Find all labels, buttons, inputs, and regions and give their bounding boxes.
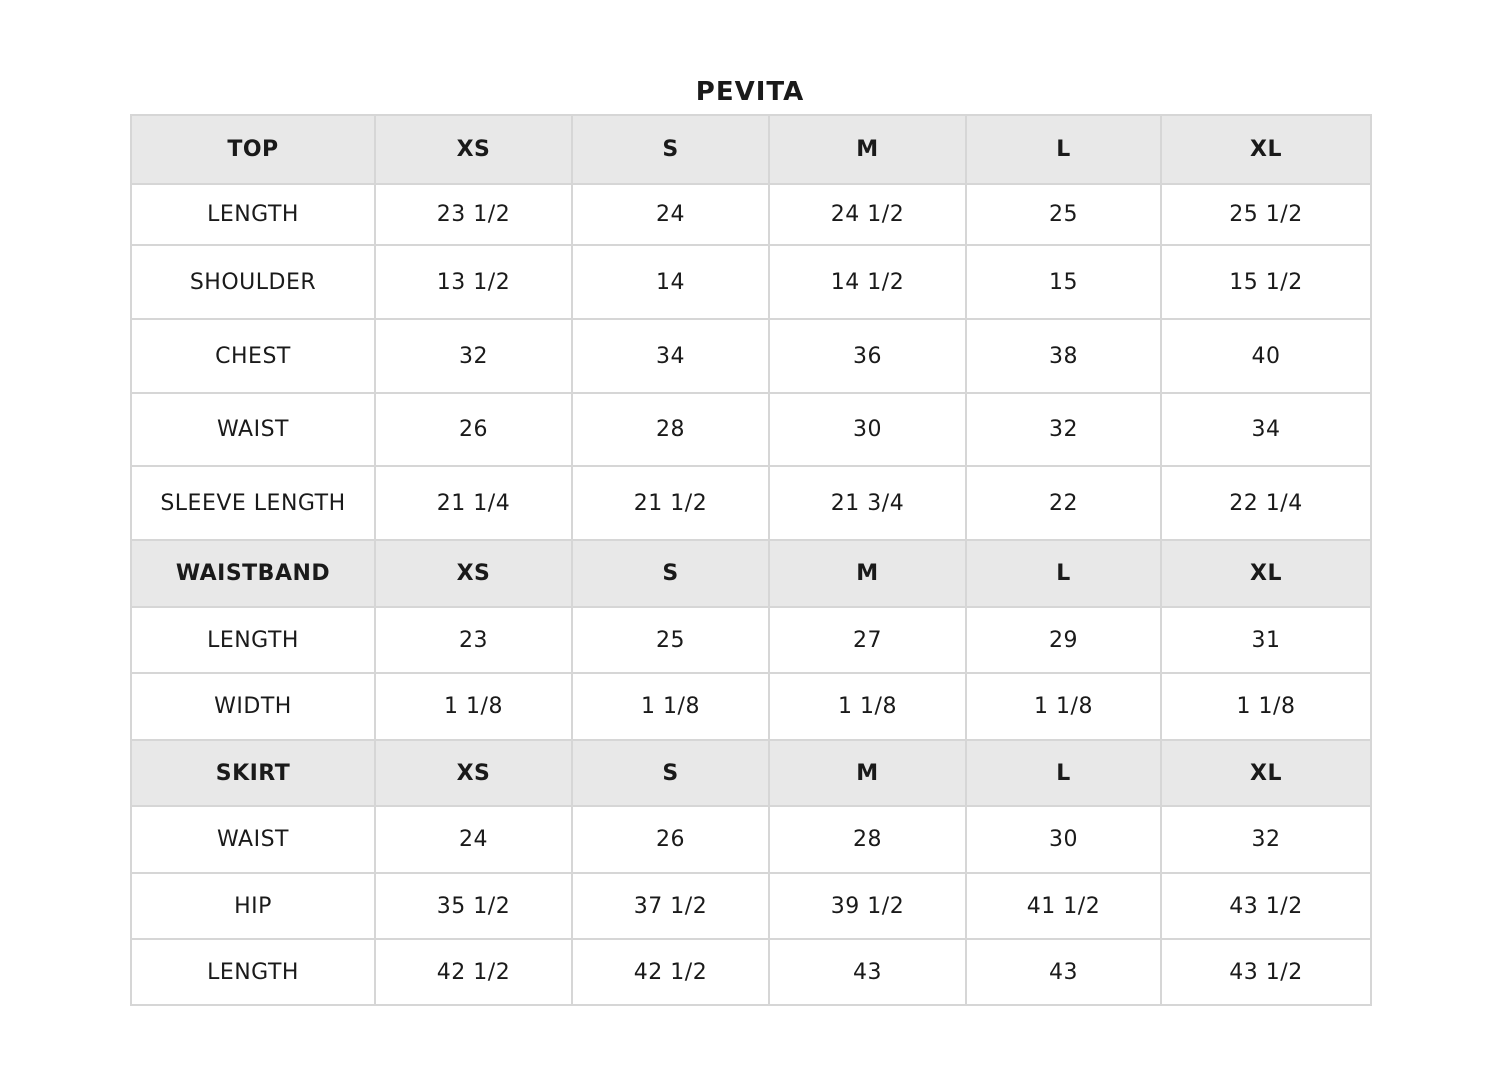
row-label: SLEEVE LENGTH: [131, 466, 375, 540]
row-label: CHEST: [131, 319, 375, 393]
table-cell: 25 1/2: [1161, 184, 1371, 245]
size-header-xl: XL: [1161, 540, 1371, 607]
table-cell: 27: [769, 607, 966, 673]
row-label: WAIST: [131, 806, 375, 873]
table-cell: 38: [966, 319, 1161, 393]
section-header-skirt: [131, 740, 1371, 806]
size-header-s: S: [572, 540, 769, 607]
table-row: [131, 873, 1371, 939]
table-row: [131, 393, 1371, 466]
table-cell: 43: [966, 939, 1161, 1005]
section-header-waistband: [131, 540, 1371, 607]
size-header-s: S: [572, 740, 769, 806]
size-header-l: L: [966, 540, 1161, 607]
size-header-xl: XL: [1161, 740, 1371, 806]
table-cell: 26: [375, 393, 572, 466]
table-cell: 34: [572, 319, 769, 393]
row-label: LENGTH: [131, 184, 375, 245]
table-cell: 39 1/2: [769, 873, 966, 939]
table-row: [131, 673, 1371, 740]
table-cell: 23 1/2: [375, 184, 572, 245]
table-cell: 31: [1161, 607, 1371, 673]
table-cell: 30: [966, 806, 1161, 873]
table-cell: 26: [572, 806, 769, 873]
row-label: HIP: [131, 873, 375, 939]
table-cell: 1 1/8: [769, 673, 966, 740]
size-header-m: M: [769, 115, 966, 184]
row-label: WAIST: [131, 393, 375, 466]
size-header-m: M: [769, 540, 966, 607]
table-row: [131, 245, 1371, 319]
size-header-xs: XS: [375, 115, 572, 184]
table-row: [131, 466, 1371, 540]
table-cell: 32: [1161, 806, 1371, 873]
table-cell: 22 1/4: [1161, 466, 1371, 540]
size-chart-title: PEVITA: [695, 77, 805, 107]
table-cell: 22: [966, 466, 1161, 540]
size-header-xs: XS: [375, 540, 572, 607]
row-label: WIDTH: [131, 673, 375, 740]
table-cell: 42 1/2: [572, 939, 769, 1005]
size-header-xs: XS: [375, 740, 572, 806]
table-cell: 14: [572, 245, 769, 319]
table-cell: 14 1/2: [769, 245, 966, 319]
size-chart-table: [130, 114, 1372, 1006]
table-cell: 41 1/2: [966, 873, 1161, 939]
table-cell: 43 1/2: [1161, 873, 1371, 939]
table-cell: 34: [1161, 393, 1371, 466]
table-cell: 24: [572, 184, 769, 245]
table-cell: 23: [375, 607, 572, 673]
table-cell: 37 1/2: [572, 873, 769, 939]
table-cell: 1 1/8: [966, 673, 1161, 740]
table-cell: 28: [572, 393, 769, 466]
table-cell: 36: [769, 319, 966, 393]
table-cell: 28: [769, 806, 966, 873]
table-cell: 43: [769, 939, 966, 1005]
section-header-top: [131, 115, 1371, 184]
table-cell: 30: [769, 393, 966, 466]
table-cell: 15 1/2: [1161, 245, 1371, 319]
table-cell: 29: [966, 607, 1161, 673]
table-cell: 25: [572, 607, 769, 673]
table-row: [131, 607, 1371, 673]
table-row: [131, 806, 1371, 873]
row-label: SHOULDER: [131, 245, 375, 319]
table-cell: 32: [375, 319, 572, 393]
size-header-xl: XL: [1161, 115, 1371, 184]
table-row: [131, 319, 1371, 393]
table-cell: 1 1/8: [375, 673, 572, 740]
table-cell: 24 1/2: [769, 184, 966, 245]
table-cell: 1 1/8: [1161, 673, 1371, 740]
table-cell: 15: [966, 245, 1161, 319]
section-label: WAISTBAND: [131, 540, 375, 607]
row-label: LENGTH: [131, 939, 375, 1005]
table-cell: 21 1/4: [375, 466, 572, 540]
table-cell: 21 3/4: [769, 466, 966, 540]
size-header-s: S: [572, 115, 769, 184]
table-row: [131, 184, 1371, 245]
table-cell: 32: [966, 393, 1161, 466]
size-header-l: L: [966, 115, 1161, 184]
table-cell: 1 1/8: [572, 673, 769, 740]
table-row: [131, 939, 1371, 1005]
row-label: LENGTH: [131, 607, 375, 673]
section-label: TOP: [131, 115, 375, 184]
section-label: SKIRT: [131, 740, 375, 806]
size-header-l: L: [966, 740, 1161, 806]
table-cell: 24: [375, 806, 572, 873]
table-cell: 13 1/2: [375, 245, 572, 319]
table-cell: 35 1/2: [375, 873, 572, 939]
table-cell: 43 1/2: [1161, 939, 1371, 1005]
table-cell: 21 1/2: [572, 466, 769, 540]
table-cell: 42 1/2: [375, 939, 572, 1005]
table-cell: 40: [1161, 319, 1371, 393]
size-header-m: M: [769, 740, 966, 806]
table-cell: 25: [966, 184, 1161, 245]
